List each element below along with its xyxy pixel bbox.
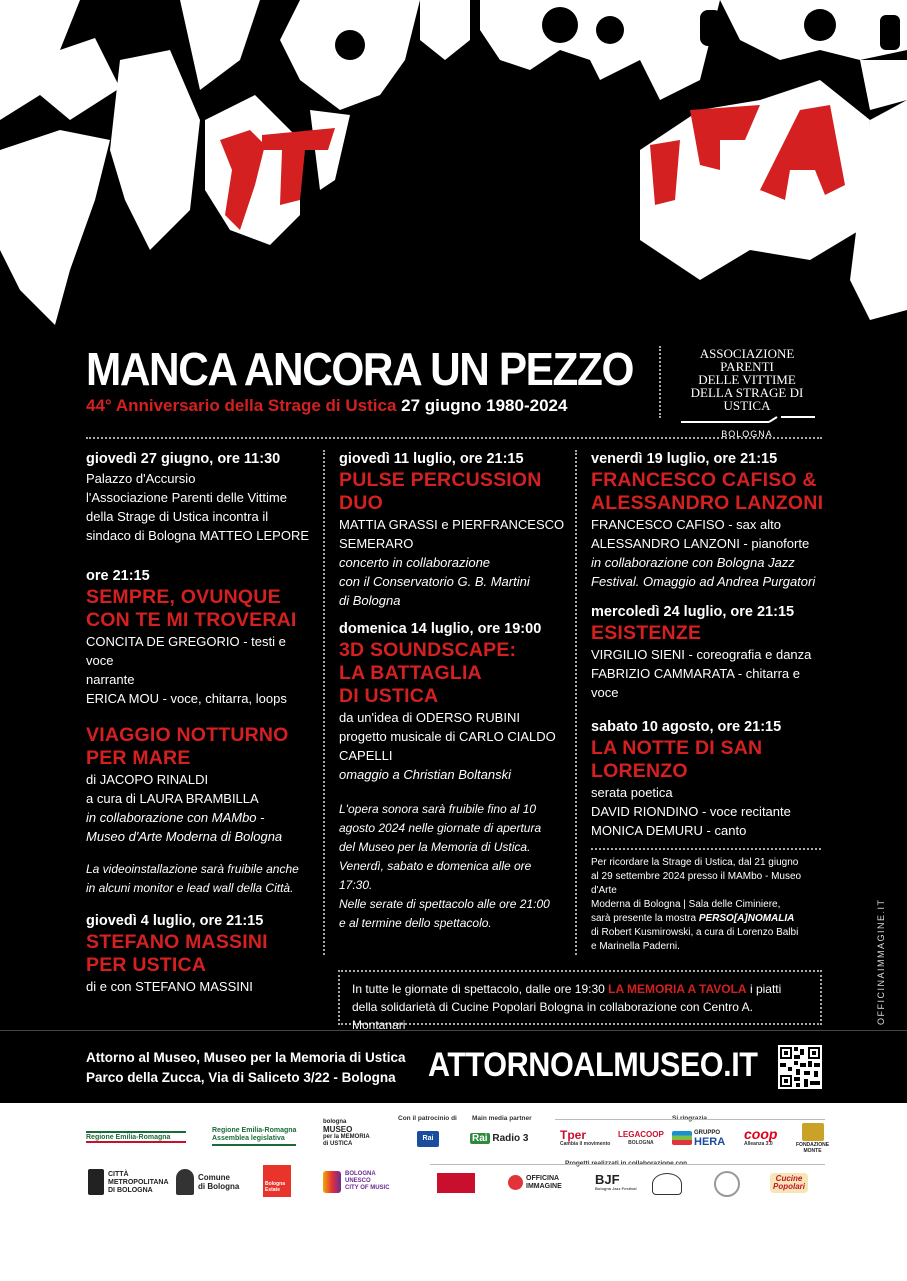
event-note <box>86 860 316 898</box>
divider-col-1 <box>323 450 325 955</box>
collab-rule <box>430 1164 825 1165</box>
bologna-jazz-festival-logo <box>595 1173 637 1192</box>
hera-pre: GRUPPO <box>694 1130 721 1136</box>
event-date: giovedì 4 luglio, ore 21:15 <box>86 913 264 929</box>
note-line: Per ricordare la Strage di Ustica, dal 21 giugno <box>591 857 799 868</box>
logo-text: CITTÀ <box>108 1171 129 1178</box>
poster-title: MANCA ANCORA UN PEZZO <box>86 343 634 395</box>
thanks-rule <box>555 1119 825 1120</box>
event-date: mercoledì 24 luglio, ore 21:15 <box>591 604 795 620</box>
event-line: omaggio a Christian Boltanski <box>339 767 511 782</box>
logo-text: bologna <box>323 1119 347 1125</box>
note-line: Moderna di Bologna | Sala delle Ciminiere, <box>591 899 781 910</box>
event-line: VIRGILIO SIENI - coreografia e danza <box>591 647 812 662</box>
event-line: ERICA MOU - voce, chitarra, loops <box>86 691 287 706</box>
event-line: ALESSANDRO LANZONI - pianoforte <box>591 536 810 551</box>
event-date: giovedì 11 luglio, ore 21:15 <box>339 451 524 467</box>
legacoop-sub: BOLOGNA <box>628 1140 654 1146</box>
partner-red-logo <box>437 1173 475 1193</box>
event-title: VIAGGIO NOTTURNO <box>86 724 289 746</box>
address-line: Attorno al Museo, Museo per la Memoria di Ustica <box>86 1050 406 1065</box>
event-title: SEMPRE, OVUNQUE <box>86 586 281 608</box>
fondazione-monte-logo <box>796 1123 829 1154</box>
event-line: Museo d'Arte Moderna di Bologna <box>86 829 283 844</box>
logo-text: per la MEMORIA <box>323 1134 370 1140</box>
event-line: di e con STEFANO MASSINI <box>86 979 253 994</box>
coop-sub: Alleanza 3.0 <box>744 1141 773 1147</box>
event-line: di Bologna <box>339 593 401 608</box>
event-title: CON TE MI TROVERAI <box>86 609 297 631</box>
event-line: FABRIZIO CAMMARATA - chitarra e voce <box>591 666 800 700</box>
event-title: PULSE PERCUSSION <box>339 469 542 491</box>
caption-patrocinio: Con il patrocinio di <box>398 1115 457 1122</box>
logo-text: Estate <box>265 1187 281 1193</box>
logo-text: Cucine <box>775 1174 803 1183</box>
subtitle-dates: 27 giugno 1980-2024 <box>401 396 568 415</box>
note-line: al 29 settembre 2024 presso il MAMbo - Museo d'Arte <box>591 871 802 896</box>
event-line: concerto in collaborazione <box>339 555 491 570</box>
association-name-2: DELLE VITTIME <box>698 372 796 387</box>
event-title: PER MARE <box>86 747 191 769</box>
event-title: STEFANO MASSINI <box>86 931 268 953</box>
note-line <box>591 912 826 926</box>
poster-subtitle <box>86 396 567 416</box>
event-line: CONCITA DE GREGORIO - testi e voce <box>86 634 286 668</box>
exhibition-title: PERSO[A]NOMALIA <box>698 913 795 924</box>
event-date: domenica 14 luglio, ore 19:00 <box>339 621 542 637</box>
coop-text: coop <box>744 1126 778 1142</box>
note-text: sarà presente la mostra <box>591 913 699 924</box>
citta-crest-icon <box>88 1169 104 1195</box>
logo-text: METROPOLITANA <box>108 1179 169 1186</box>
box-highlight: LA MEMORIA A TAVOLA <box>608 982 747 996</box>
event-line: in collaborazione con Bologna Jazz <box>591 555 795 570</box>
event-line: Festival. Omaggio ad Andrea Purgatori <box>591 574 816 589</box>
officina-immagine-logo <box>508 1175 562 1191</box>
event-line: progetto musicale di CARLO CIALDO <box>339 729 556 744</box>
radio3-logo <box>470 1131 528 1147</box>
event-line: DAVID RIONDINO - voce recitante <box>591 804 791 819</box>
qr-code-icon[interactable] <box>778 1045 822 1089</box>
event-line: FRANCESCO CAFISO - sax alto <box>591 517 781 532</box>
event-line: della Strage di Ustica incontra il <box>86 509 269 524</box>
coop-logo <box>744 1127 777 1147</box>
program-column-2 <box>339 450 567 933</box>
event-date: sabato 10 agosto, ore 21:15 <box>591 719 782 735</box>
citta-metropolitana-logo <box>88 1169 169 1195</box>
program-column-1 <box>86 450 316 996</box>
rai-logo: Rai <box>417 1131 439 1147</box>
logo-text: UNESCO <box>345 1178 371 1184</box>
bjf-sub: Bologna Jazz Festival <box>595 1186 637 1191</box>
box-text: In tutte le giornate di spettacolo, dalle ore 19:30 <box>352 982 609 996</box>
association-name-3: DELLA STRAGE DI USTICA <box>690 385 804 413</box>
bologna-estate-logo <box>263 1165 291 1197</box>
website-link[interactable]: ATTORNOALMUSEO.IT <box>428 1046 758 1084</box>
note-line: Nelle serate di spettacolo alle ore 21:00 <box>339 897 550 911</box>
event-title: 3D SOUNDSCAPE: <box>339 639 517 661</box>
event-line: CAPELLI <box>339 748 393 763</box>
caption-thanks: Si ringrazia <box>672 1115 708 1122</box>
event-title: DUO <box>339 492 383 514</box>
comune-crest-icon <box>176 1169 194 1195</box>
rai-radio-mark: Rai <box>472 1133 488 1144</box>
logo-text: IMMAGINE <box>526 1183 562 1190</box>
association-line-icon <box>677 416 817 424</box>
note-line: in alcuni monitor e lead wall della Città. <box>86 881 294 895</box>
hera-text: HERA <box>694 1136 726 1148</box>
event-title: LORENZO <box>591 760 688 782</box>
legacoop-logo <box>618 1131 664 1147</box>
hera-mark-icon <box>672 1131 692 1145</box>
association-name-1: ASSOCIAZIONE PARENTI <box>699 346 795 374</box>
col3-divider <box>591 848 821 850</box>
event-title: DI USTICA <box>339 685 439 707</box>
unesco-music-logo <box>323 1171 390 1192</box>
event-date: ore 21:15 <box>86 568 150 584</box>
logo-text: DI BOLOGNA <box>108 1187 153 1194</box>
note-line: di Robert Kusmirowski, a cura di Lorenzo Balbi <box>591 927 799 938</box>
event-line: serata poetica <box>591 785 673 800</box>
event-title: ALESSANDRO LANZONI <box>591 492 824 514</box>
note-line: e al termine dello spettacolo. <box>339 916 492 930</box>
venue-address <box>86 1048 406 1088</box>
museo-memoria-logo <box>323 1119 370 1148</box>
event-line: con il Conservatorio G. B. Martini <box>339 574 530 589</box>
footer-rule <box>0 1030 907 1031</box>
note-line: agosto 2024 nelle giornate di apertura <box>339 821 542 835</box>
broken-plane-artwork <box>0 0 907 330</box>
logo-text: Assemblea legislativa <box>212 1135 285 1142</box>
logo-text: di USTICA <box>323 1141 353 1147</box>
partner-seal-logo <box>652 1173 682 1195</box>
event-line: in collaborazione con MAMbo - <box>86 810 265 825</box>
cucine-popolari-logo <box>770 1173 808 1193</box>
memoria-a-tavola-box <box>338 970 822 1032</box>
event-line: sindaco di Bologna MATTEO LEPORE <box>86 528 310 543</box>
divider-col-2 <box>575 450 577 955</box>
monte-crest-icon <box>802 1123 824 1141</box>
assemblea-legislativa-logo <box>212 1127 296 1146</box>
header-divider <box>659 346 661 418</box>
logo-text: MONTE <box>803 1148 822 1154</box>
box-line <box>352 980 808 998</box>
logo-text: FONDAZIONE <box>796 1142 830 1148</box>
divider-top <box>86 437 822 439</box>
event-line: l'Associazione Parenti delle Vittime <box>86 490 287 505</box>
event-line: narrante <box>86 672 135 687</box>
event-line: a cura di LAURA BRAMBILLA <box>86 791 259 806</box>
event-title: LA NOTTE DI SAN <box>591 737 763 759</box>
event-line: MATTIA GRASSI e PIERFRANCESCO <box>339 517 565 532</box>
partner-round-logo <box>714 1171 740 1197</box>
radio3-text: Radio 3 <box>492 1133 529 1144</box>
event-date: venerdì 19 luglio, ore 21:15 <box>591 451 778 467</box>
tper-text: Tper <box>560 1128 587 1142</box>
event-line: SEMERARO <box>339 536 414 551</box>
caption-media-partner: Main media partner <box>472 1115 532 1122</box>
comune-bologna-logo <box>176 1169 239 1191</box>
logo-text: di Bologna <box>198 1182 240 1191</box>
event-title: FRANCESCO CAFISO & <box>591 469 817 491</box>
caption-collaboration: Progetti realizzati in collaborazione con <box>565 1160 688 1167</box>
designer-credit: OFFICINAIMMAGINE.IT <box>876 898 886 1025</box>
officina-mark-icon <box>508 1175 523 1190</box>
legacoop-text: LEGACOOP <box>618 1130 664 1139</box>
address-line: Parco della Zucca, Via di Saliceto 3/22 - Bologna <box>86 1070 396 1085</box>
note-line: La videoinstallazione sarà fruibile anche <box>86 862 299 876</box>
logo-text: MUSEO <box>323 1125 353 1134</box>
box-line: della solidarietà di Cucine Popolari Bologna in collaborazione con Centro A. Montanari <box>352 1000 753 1032</box>
note-line: e Marinella Paderni. <box>591 941 680 952</box>
logo-text: Regione Emilia-Romagna <box>212 1127 297 1134</box>
logo-text: Popolari <box>773 1182 806 1191</box>
box-text: i piatti <box>746 982 782 996</box>
logo-text: BOLOGNA <box>345 1171 376 1177</box>
event-line: Palazzo d'Accursio <box>86 471 196 486</box>
hera-logo <box>672 1129 725 1148</box>
regione-emilia-romagna-logo: Regione Emilia-Romagna <box>86 1131 186 1143</box>
note-line: del Museo per la Memoria di Ustica. <box>339 840 531 854</box>
tper-sub: Cambia il movimento <box>560 1141 611 1147</box>
subtitle-anniversary: 44° Anniversario della Strage di Ustica <box>86 396 397 415</box>
logo-text: Bologna <box>265 1181 285 1187</box>
event-title: ESISTENZE <box>591 622 702 644</box>
note-line: L'opera sonora sarà fruibile fino al 10 <box>339 802 537 816</box>
program-column-3 <box>591 450 826 954</box>
logo-text: OFFICINA <box>526 1175 560 1182</box>
exhibition-note <box>591 856 826 954</box>
logo-text: Comune <box>198 1173 230 1182</box>
sponsor-logos <box>0 1103 907 1281</box>
bjf-text: BJF <box>595 1172 620 1187</box>
note-line: Venerdì, sabato e domenica alle ore 17:30. <box>339 859 532 892</box>
association-logo <box>672 347 822 441</box>
event-title: PER USTICA <box>86 954 207 976</box>
event-line: di JACOPO RINALDI <box>86 772 209 787</box>
logo-text: CITY OF MUSIC <box>345 1185 390 1191</box>
association-city: BOLOGNA <box>721 429 773 439</box>
event-title: LA BATTAGLIA <box>339 662 482 684</box>
event-line: da un'idea di ODERSO RUBINI <box>339 710 520 725</box>
event-note <box>339 800 567 933</box>
event-line: MONICA DEMURU - canto <box>591 823 747 838</box>
event-date: giovedì 27 giugno, ore 11:30 <box>86 451 281 467</box>
unesco-mark-icon <box>323 1171 341 1193</box>
tper-logo <box>560 1129 610 1147</box>
